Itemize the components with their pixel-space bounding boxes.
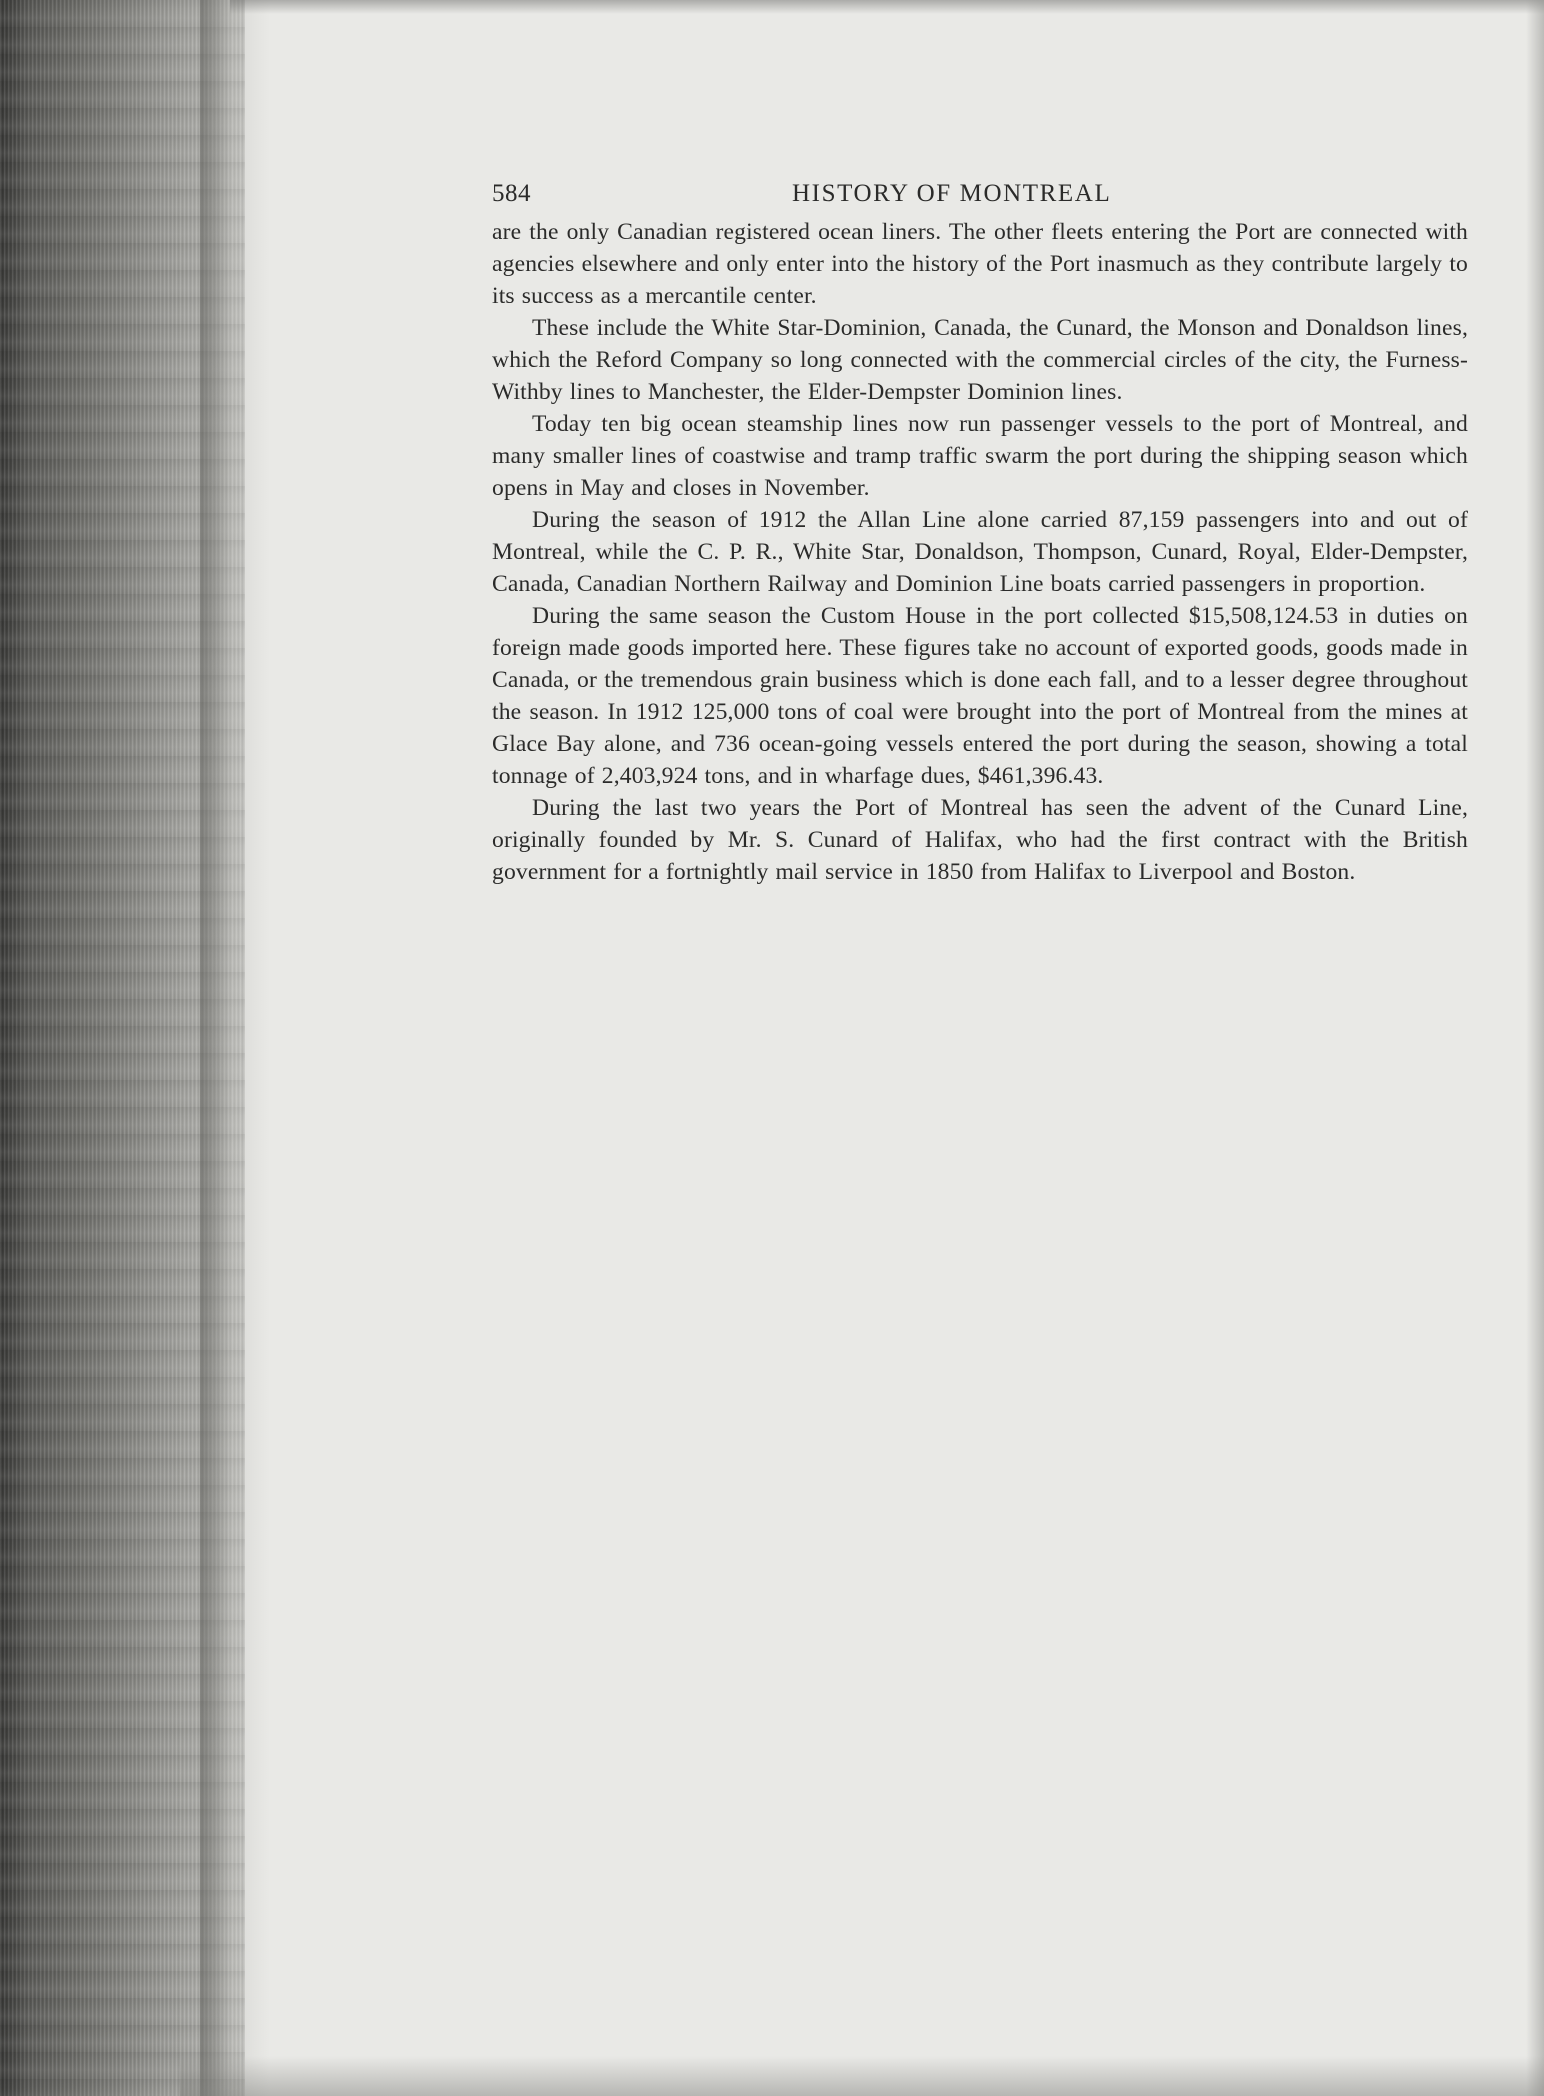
paragraph: During the season of 1912 the Allan Line alone carried 87,159 passengers into and out of Montreal, while the C. P. R., White Star, Donaldson, Thompson, Cunard, Royal, Elder-Dempster, Canada, Canadian Northern Railway and Dominion Line boats carried passengers in proportion. bbox=[492, 507, 1468, 597]
paragraph: During the same season the Custom House in the port collected $15,508,124.53 in duties on foreign made goods imported here. These figures take no account of exported goods, goods made in Canada, or the tremendous grain business which is done each fall, and to a lesser degree throughout the season. In 1912 125,000 tons of coal were brought into the port of Montreal from the mines at Glace Bay alone, and 736 ocean-going vessels entered the port during the season, showing a total tonnage of 2,403,924 tons, and in wharfage dues, $461,396.43. bbox=[492, 603, 1468, 789]
book-title: HISTORY OF MONTREAL bbox=[792, 180, 1112, 207]
paragraph: These include the White Star-Dominion, Canada, the Cunard, the Monson and Donaldson lines, which the Reford Company so long connected with the commercial circles of the city, the Furness-Withby lines to Manchester, the Elder-Dempster Dominion lines. bbox=[492, 315, 1468, 405]
paragraph: During the last two years the Port of Montreal has seen the advent of the Cunard Line, originally founded by Mr. S. Cunard of Halifax, who had the first contract with the British government for a fortnightly mail service in 1850 from Halifax to Liverpool and Boston. bbox=[492, 795, 1468, 885]
bottom-edge-shadow bbox=[180, 2056, 1544, 2096]
binding-shadow bbox=[200, 0, 270, 2096]
paragraph: Today ten big ocean steamship lines now run passenger vessels to the port of Montreal, and many smaller lines of coastwise and tramp traffic swarm the port during the shipping season which opens in May and closes in November. bbox=[492, 411, 1468, 501]
top-edge-shadow bbox=[230, 0, 1544, 14]
page-text-block bbox=[492, 172, 1468, 888]
running-head bbox=[492, 172, 1468, 216]
paragraph-continued: are the only Canadian registered ocean liners. The other fleets entering the Port are connected with agencies elsewhere and only enter into the history of the Port inasmuch as they contribute largely to its success as a mercantile center. bbox=[492, 219, 1468, 309]
right-edge-shadow bbox=[1526, 0, 1544, 2096]
page-number: 584 bbox=[492, 180, 531, 207]
